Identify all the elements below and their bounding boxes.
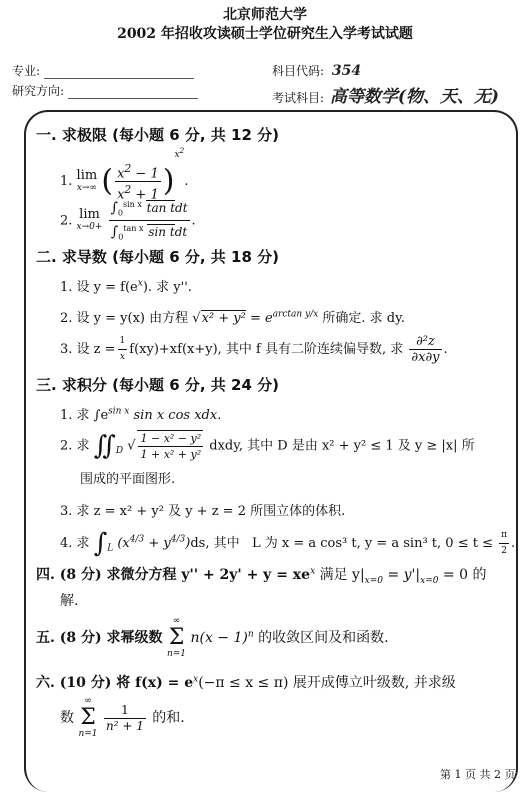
exam-title: 2002 年招收攻读硕士学位研究生入学考试试题	[117, 26, 413, 42]
direction-blank	[68, 87, 198, 99]
direction-row	[12, 82, 198, 99]
subject-row	[272, 82, 499, 107]
code-row	[272, 62, 361, 79]
section-6: 六. (10 分) 将 $f(x) = e^x(-\pi \le x \le \pi)$ 展开成傅立叶级数, 并求级	[36, 674, 456, 691]
section-6-cont: 数 ∞ Σ n=1 $\frac{1}{\text{n² + 1}}$ 的和.	[60, 696, 185, 739]
question-2-2: 2. 设 y = y(x) 由方程 $√x^2 + y^2 = e^{arctan y/x}$ 所确定. 求 dy.	[60, 309, 405, 326]
question-3-2-cont: 围成的平面图形.	[80, 472, 176, 487]
question-3-2: 2. 求 $∬_D$ √ $\frac{\text{1 − x² − y²}}{\text{1 + x² + y²}}$ dxdy, 其中 D 是由 x² + y² ≤ 1 及 y ≥ |x| 所	[60, 431, 475, 461]
page-footer: 第 1 页 共 2 页	[440, 768, 516, 781]
section-1-title: 一. 求极限 (每小题 6 分, 共 12 分)	[36, 126, 279, 144]
section-4-cont: 解.	[60, 593, 79, 609]
major-label: 专业:	[12, 64, 41, 78]
question-1-1: 1. lim x→∞ ( $\frac{x^2 - 1}{x^2 + 1}$ )$^{x^2}$.	[60, 146, 189, 203]
code-value: 354	[331, 63, 362, 79]
subject-label: 考试科目:	[272, 91, 325, 105]
section-5: 五. (8 分) 求幂级数 ∞ Σ n=1 $n(x - 1)^n$ 的收敛区间及和函数.	[36, 616, 389, 659]
major-blank	[44, 67, 194, 79]
question-2-3: 3. 设 z = $\frac{1}{x}$ f(xy)+xf(x+y), 其中 f 具有二阶连续偏导数, 求 $\frac{\text{∂²z}}{\partial x\partial y}$ .	[60, 334, 448, 365]
section-4: 四. (8 分) 求微分方程 $y'' + 2y' + y = xe^x$ 满足 $y|_{x=0} = y'|_{x=0} = 0$ 的	[36, 566, 487, 586]
university-name: 北京师范大学	[223, 7, 307, 23]
question-2-1: 1. 设 $y = f(e^x)$. 求 y''.	[60, 278, 192, 295]
question-3-3: 3. 求 z = x² + y² 及 y + z = 2 所围立体的体积.	[60, 504, 346, 519]
question-3-4: 4. 求 $\int_L$ $(x^{4/3} + y^{4/3})ds$, 其中 L 为 x = a cos³ t, y = a sin³ t, 0 ≤ t ≤ $\frac{\pi}{2}$ .	[60, 528, 516, 559]
code-label: 科目代码:	[272, 64, 325, 78]
subject-value: 高等数学(物、天、无)	[329, 87, 499, 107]
question-1-2: 2. lim x→0+ $\int_0^{sin x}$ tan tdt $\int_0^{tan x}$ sin tdt .	[60, 197, 196, 245]
section-2-title: 二. 求导数 (每小题 6 分, 共 18 分)	[36, 248, 279, 266]
question-3-1: 1. 求 $\int e^{sin x}$ sin x cos xdx.	[60, 406, 222, 423]
major-row	[12, 62, 194, 79]
section-3-title: 三. 求积分 (每小题 6 分, 共 24 分)	[36, 376, 279, 394]
direction-label: 研究方向:	[12, 84, 65, 98]
